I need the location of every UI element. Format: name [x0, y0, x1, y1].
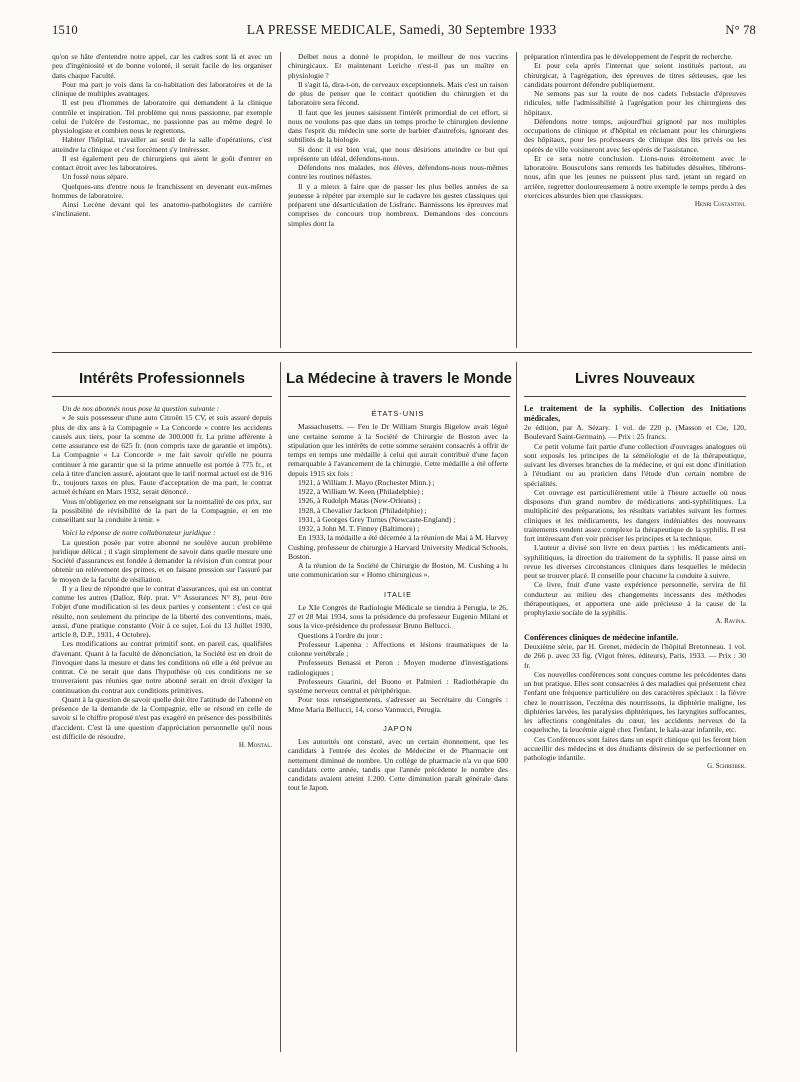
paragraph: A la réunion de la Société de Chirurgie de Boston, M. Cushing a lu une communication sur « Homo chirurgicus ». [288, 561, 508, 580]
column-divider [516, 362, 517, 1052]
paragraph: préparation n'interdira pas le développement de l'esprit de recherche. [524, 52, 733, 61]
question-paragraph: Vous m'obligeriez en me renseignant sur la normalité de ces prix, sur la possibilité de révisibilité de la part de la Compagnie, et en me conseillant sur la conduite à tenir. » [52, 496, 272, 524]
review-paragraph: Ce livre, fruit d'une vaste expérience personnelle, servira de fil conducteur au milieu des changements incessants des méthodes thérapeutiques, et apportera une aide précieuse à la cause de la prophylaxie sociale de la syphilis. [524, 580, 746, 617]
signature: Henri Costantini. [694, 200, 746, 208]
signature: H. Montal. [238, 741, 272, 749]
medal-entry: 1928, à Chevalier Jackson (Philadelphie) ; [298, 505, 427, 515]
paragraph: Et pour cela après l'internat que soient institués partout, au chirurgicat, à l'agrégation, des épreuves de titres sérieuses, que les candidats pourront défendre publiquement. [524, 61, 746, 89]
paragraph: Et ce sera notre conclusion. Lions-nous étroitement avec le laboratoire. Bousculons sans remords les habitudes désuètes, libérons-nous, afin que les jeunes ne puissent plus tard, jetant un regard en arrière, regretter douloureusement à notre exemple le temps perdu à des exercices absurdes bien que classiques. [524, 153, 746, 200]
column-divider [516, 52, 517, 348]
page-header [52, 22, 756, 40]
issue-number: N° 78 [725, 23, 756, 37]
review-paragraph: Ces Conférences sont faites dans un esprit clinique qui les feront bien accueillir des médecins et des étudiants désireux de se perfectionner en pathologie infantile. [524, 734, 746, 762]
paragraph: Professeurs Guarini, del Buono et Palmieri : Radiothérapie du système nerveux central et périphérique. [288, 676, 508, 695]
medal-entry: 1931, à Georges Grey Turnes (Newcaste-England) ; [298, 514, 456, 524]
medal-entry: 1921, à William J. Mayo (Rochester Minn.) ; [298, 477, 435, 487]
medal-entry: 1926, à Rudolph Matas (New-Orleans) ; [298, 496, 421, 506]
page-number: 1510 [52, 23, 78, 37]
review-paragraph: L'auteur a divisé son livre en deux parties : les médicaments anti-syphilitiques, la direction du traitement de la syphilis. Il passe ainsi en revue les diverses circonstances cliniques dans lesquelles le médecin peut se trouver placé. Il conseille pour chacune la conduite à suivre. [524, 543, 746, 580]
top-column-2 [288, 52, 508, 342]
paragraph: Il s'agit là, dira-t-on, de cerveaux exceptionnels. Mais c'est un raison de plus de penser que le contact quotidien du chirurgien et du laboratoire sera fécond. [288, 79, 508, 108]
paragraph: Ne semons pas sur la route de nos cadets l'obstacle d'épreuves ridicules, telle l'admissibilité à l'agrégation pour les chirurgiens des hôpitaux. [524, 89, 746, 117]
interets-column [52, 404, 272, 1050]
subhead-usa: ÉTATS-UNIS [371, 409, 425, 418]
book-title: Conférences cliniques de médecine infantile. [524, 632, 679, 642]
paragraph: Questions à l'ordre du jour : [298, 630, 383, 640]
review-paragraph: Cet ouvrage est particulièrement utile à l'heure actuelle où nous disposons d'un grand nombre de médications anti-syphilitiques. La multiplicité des préparations, les résultats variables suivant les formes cliniques et les médicaments, les dangers indéniables des nouveaux traitements rendent assez complexe la thérapeutique de la syphilis. Il est fort intéressant d'en voir préciser les principes et la technique. [524, 487, 746, 543]
paragraph: Défendons notre temps, aujourd'hui grignoté par nos multiples occupations de clinique et d'hôpital en réclamant pour les chirurgiens des hôpitaux, pour les professeurs de clinique des lits privés ou les opérés de ville voisineront avec les opérés de l'assistance. [524, 116, 746, 154]
paragraph: Professeurs Benassi et Peron : Moyen moderne d'investigations radiologiques ; [288, 658, 508, 677]
title-underline [288, 396, 510, 397]
section-title-livres: Livres Nouveaux [574, 370, 696, 387]
book-title: Le traitement de la syphilis. Collection des Initiations médicales, [524, 404, 746, 423]
paragraph: Il faut que les jeunes saisissent l'intérêt primordial de cet effort, si nous ne voulons pas que dans un temps proche le chirurgien devienne dans l'esprit du médecin une sorte de barbier d'autrefois, ignorant des subtilités de la biologie. [288, 107, 508, 145]
title-underline [524, 396, 746, 397]
signature: A. Ravina. [715, 617, 746, 626]
book-details: Deuxième série, par H. Grenet, médecin de l'hôpital Bretonneau. 1 vol. de 266 p. avec 33 fig. (Vigot frères, éditeurs), Paris, 1933. — Prix : 30 fr. [524, 642, 746, 670]
column-divider [280, 362, 281, 1052]
question-paragraph: « Je suis possesseur d'une auto Citroën 15 CV, et suis assuré depuis plus de dix ans à la Compagnie « La Concorde » contre les accidents causés aux tiers, pour la somme de 300.000 fr. La prime afférente à cette assurance est de 625 fr. (non compris taxe de garantie et impôts). La Compagnie « La Concorde » me fait savoir qu'elle ne pourra continuer à me garantir que si la prime annuelle est portée à 775 fr., et cela à titre d'ancien assuré, ajoutant que le tarif normal actuel est de 916 fr., toujours taxes en plus. Faute d'acceptation de ma part, le contrat actuel échéant en Mars 1932, serait dénoncé. [52, 413, 272, 497]
paragraph: Il y a mieux à faire que de passer les plus belles années de sa jeunesse à répéter par exemple sur le cadavre les gestes classiques qui préparent une désarticulation de Lisfranc. Bannissons les épreuves mal comprises de concours trop nombreux. Demandons des concours simples dont la [288, 181, 508, 228]
top-column-3 [524, 52, 746, 342]
section-title-interets: Intérêts Professionnels [79, 370, 245, 387]
medal-entry: 1932, à John M. T. Finney (Baltimore) ; [298, 524, 420, 533]
column-divider [280, 52, 281, 348]
paragraph: Défendons nos malades, nos élèves, défendons-nous nous-mêmes contre les routines néfastes. [288, 163, 508, 182]
paragraph: Si donc il est bien vrai, que nous désirions atteindre ce but qui représente un idéal, défendons-nous. [288, 144, 508, 163]
subhead-italie: ITALIE [383, 589, 413, 599]
paragraph: Il est peu d'hommes de laboratoire qui demandent à la clinique contrôle et inspiration. Tel problème qui nous passionne, par exemple celui de l'ulcère de l'estomac, ne passionne pas au même degré le physiologiste et combien nous le regrettons. [52, 98, 272, 135]
paragraph: qu'on se hâte d'entendre notre appel, car les cadres sont là et avec un peu d'ingéniosité et de bonne volonté, il serait facile de les organiser dans chaque Faculté. [52, 52, 272, 80]
subhead-japon: JAPON [383, 723, 413, 733]
review-paragraph: Ces nouvelles conférences sont conçues comme les précédentes dans un but pratique. Elles sont consacrées à des maladies qui présentent chez l'enfant une fréquence particulière ou des caractères spéciaux : la fièvre chez le nourrisson, l'eczéma des nourrissons, la diphtérie maligne, les diphtéries larvées, les paralysies diphtériques, les laryngites suffocantes, les affections congénitales du cœur, les accidents nerveux de la coqueluche, la leucémie aiguë chez l'enfant, le kala-azar infantile, etc. [524, 669, 746, 735]
paragraph: Delbet nous a donné le propidon, le meilleur de nos vaccins chirurgicaux. Et maintenant Leriche n'est-il pas un maître en physiologie ? [288, 52, 508, 80]
paragraph: Le XIe Congrès de Radiologie Médicale se tiendra à Perugia, le 26, 27 et 28 Mai 1934, sous la présidence du professeur Eugenio Milani et sous la vice-présidence du professeur Bruno Bellucci. [288, 602, 508, 631]
paragraph: Un fossé nous sépare. [62, 172, 129, 182]
medal-entry: 1922, à William W. Keen (Philadelphie) ; [298, 487, 424, 496]
reponse-paragraph: Quant à la question de savoir quelle doit être l'attitude de l'abonné en présence de la demande de la Compagnie, elle se résoud en celle de savoir si le chiffre proposé n'est pas exagéré en présence des possibilités d'accident. C'est là une question d'appréciation personnelle qu'il nous est difficile de résoudre. [52, 694, 272, 741]
review-paragraph: Ce petit volume fait partie d'une collection d'ouvrages analogues où sont exposés les principes de la séméiologie et de la thérapeutique, suivant les diverses branches de la médecine, et qui est donc d'initiation à l'étudiant ou au praticien dans l'étude d'un certain nombre de spécialités. [524, 441, 746, 488]
book-details: 2e édition, par A. Sézary. 1 vol. de 220 p. (Masson et Cie, 120, Boulevard Saint-Germain). — Prix : 25 francs. [524, 423, 746, 442]
intro-text: Un de nos abonnés nous pose la question suivante : [62, 404, 220, 413]
journal-title: LA PRESSE MEDICALE, Samedi, 30 Septembre 1933 [246, 22, 557, 37]
paragraph: Massachusetts. — Feu le Dr William Sturgis Bigelow avait légué une certaine somme à la Société de Chirurgie de Boston avec la stipulation que les intérêts de cette somme seraient consacrés à offrir de temps en temps une médaille à celui qui aurait contribué d'une façon remarquable à l'avancement de la chirurgie. Cette médaille a été offerte depuis 1915 six fois : [288, 422, 508, 478]
signature: G. Schreiber. [707, 762, 746, 771]
top-column-1 [52, 52, 272, 342]
title-underline [52, 396, 272, 397]
section-title-monde: La Médecine à travers le Monde [286, 370, 512, 387]
reponse-paragraph: Il y a lieu de répondre que le contrat d'assurances, qui est un contrat comme les autres (Dalloz, Rép. prat. V° Assurances N° 8), peut être l'objet d'une modification si les deux parties y consentent : c'est ce qui résulte, non seulement du principe de la liberté des conventions, mais, aussi, d'une pratique constante (Voir à ce sujet, Loi du 13 Juillet 1930, article 8, D.P., 1931, 4 Octobre). [52, 583, 272, 639]
monde-column [288, 404, 508, 1050]
paragraph: Habiter l'hôpital, travailler au seuil de la salle d'opérations, c'est atteindre la clinique et c'est forcément s'y intéresser. [52, 135, 272, 154]
paragraph: Professeur Lapenna : Affections et lésions traumatiques de la colonne vertébrale ; [288, 639, 508, 658]
paragraph: En 1933, la médaille a été décernée à la réunion de Mai à M. Harvey Cushing, professeur de chirurgie à Harvard University Medical Schools, Boston. [288, 533, 508, 561]
paragraph: Quelques-uns d'entre nous le franchissent en devenant eux-mêmes hommes de laboratoire. [52, 181, 272, 200]
paragraph: Il est également peu de chirurgiens qui aient le goût d'entrer en contact étroit avec les laboratoires. [52, 153, 272, 172]
reponse-paragraph: La question posée par votre abonné ne soulève aucun problème juridique délicat ; il s'agit simplement de savoir dans quelle mesure une Société d'assurances est fondée à demander la révision d'un contrat pour obtenir un relèvement des primes, et en faisant pression sur l'assuré par le moyen de la faculté de résiliation. [52, 537, 272, 584]
section-divider [52, 352, 752, 353]
paragraph: Pour ma part je vois dans la co-habitation des laboratoires et de la clinique de multiples avantages. [52, 79, 272, 98]
paragraph: Ainsi Lecène devant qui les anatomo-pathologistes de carrière s'inclinaient. [52, 200, 272, 219]
paragraph: Pour tous renseignements, s'adresser au Secrétaire du Congrès : Mme Maria Bellucci, 14, corso Vannucci, Perugia. [288, 695, 508, 714]
livres-column [524, 404, 746, 1050]
reponse-paragraph: Les modifications au contrat primitif sont, en pareil cas, qualifiées d'avenant. Quant à la faculté de dénonciation, la Société est en droit de l'invoquer dans la mesure et dans les conditions où elle a été prévue au contrat. Ce ne serait que dans l'hypothèse où ces conditions ne se trouveraient pas réunies que notre abonné serait en droit d'exiger la continuation du contrat aux conditions primitives. [52, 639, 272, 695]
paragraph: Les autorités ont constaté, avec un certain étonnement, que les candidats à l'entrée des écoles de Médecine et de Pharmacie ont nettement diminué de nombre. Un collège de pharmacie n'a vu que 600 candidats cette année, tandis que l'année précédente le nombre des candidats avaient atteint 1.200. Cette diminution paraît générale dans tout le Japon. [288, 737, 508, 793]
reponse-intro: Voici la réponse de notre collaborateur juridique : [62, 528, 216, 538]
